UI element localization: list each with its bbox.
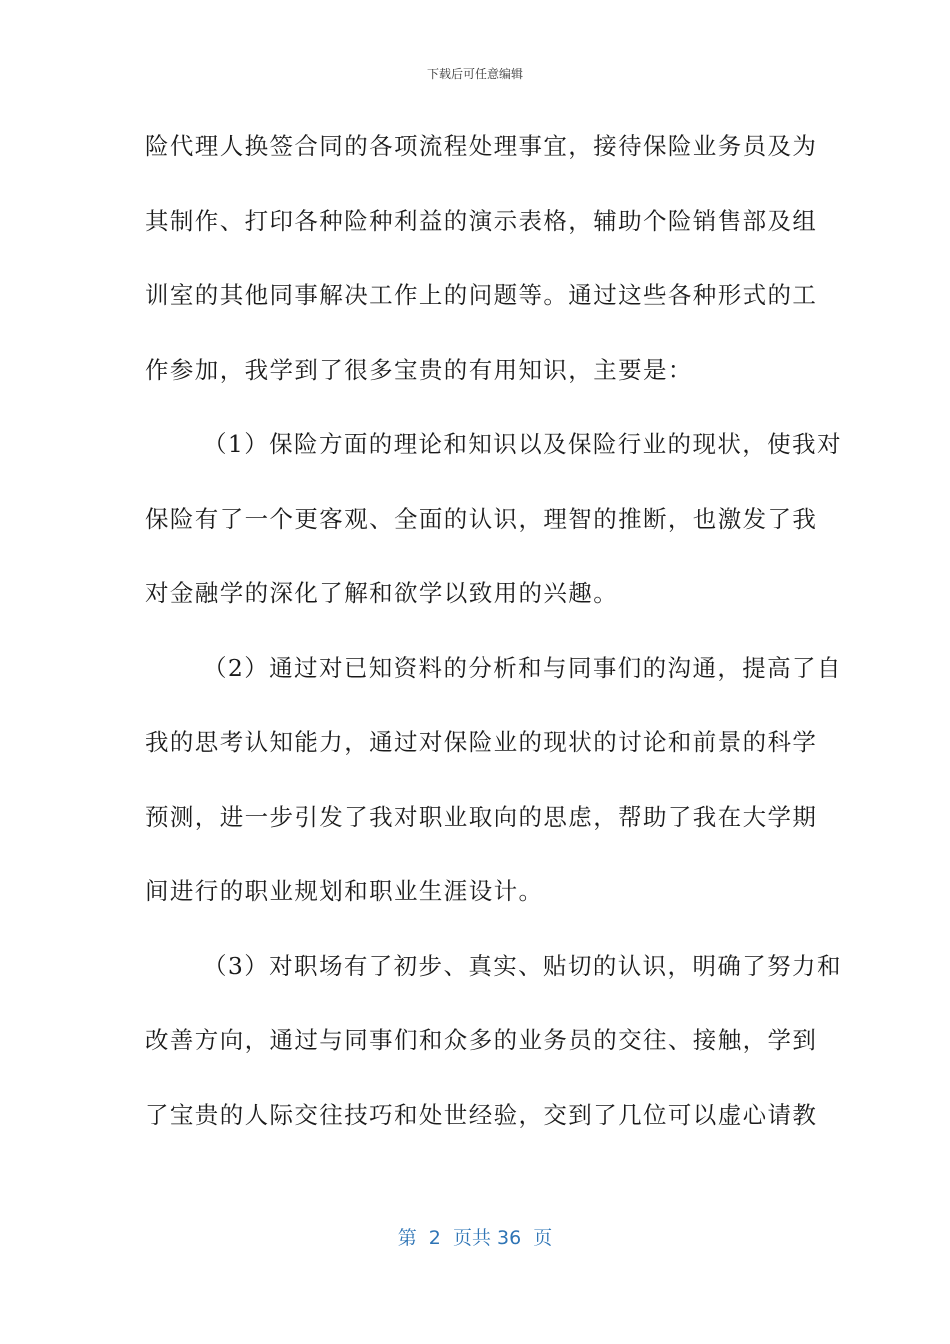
page-footer-page-number: 第 2 页共 36 页 [397, 1227, 553, 1249]
text-line: 预测，进一步引发了我对职业取向的思虑，帮助了我在大学期 [145, 802, 818, 831]
text-line: 改善方向，通过与同事们和众多的业务员的交往、接触，学到 [145, 1026, 818, 1054]
text-line: 作参加，我学到了很多宝贵的有用知识，主要是： [145, 355, 693, 384]
text-line: （3）对职场有了初步、真实、贴切的认识，明确了努力和 [203, 951, 842, 980]
page-header: 下载后可任意编辑 [426, 67, 523, 81]
text-line: 间进行的职业规划和职业生涯设计。 [145, 877, 544, 905]
text-line: 了宝贵的人际交往技巧和处世经验，交到了几位可以虚心请教 [145, 1100, 818, 1129]
text-line: 我的思考认知能力，通过对保险业的现状的讨论和前景的科学 [145, 728, 818, 756]
text-line: 训室的其他同事解决工作上的问题等。通过这些各种形式的工 [145, 281, 818, 309]
text-line: （1）保险方面的理论和知识以及保险行业的现状，使我对 [203, 430, 842, 458]
text-line: 对金融学的深化了解和欲学以致用的兴趣。 [145, 579, 619, 607]
document-body [145, 114, 842, 1157]
text-line: （2）通过对已知资料的分析和与同事们的沟通，提高了自 [203, 653, 842, 682]
text-line: 险代理人换签合同的各项流程处理事宜，接待保险业务员及为 [145, 132, 818, 160]
text-line: 保险有了一个更客观、全面的认识，理智的推断，也激发了我 [145, 504, 818, 533]
text-line: 其制作、打印各种险种利益的演示表格，辅助个险销售部及组 [145, 206, 818, 235]
